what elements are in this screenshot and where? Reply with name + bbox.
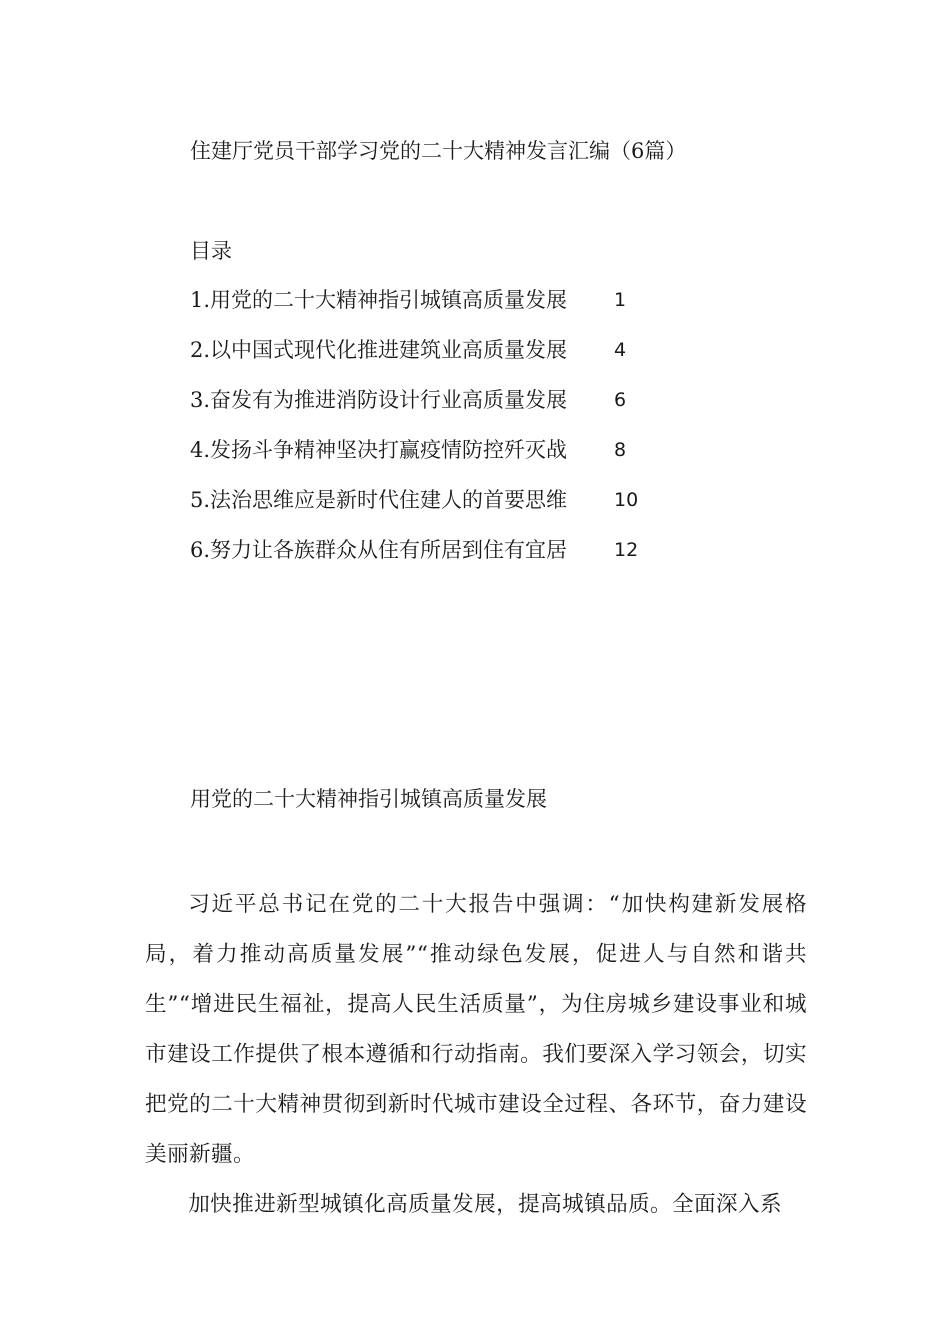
toc-entry-page: 4 xyxy=(614,339,627,361)
toc-entry-label: 3.奋发有为推进消防设计行业高质量发展 xyxy=(190,388,568,412)
toc-entry[interactable] xyxy=(190,383,670,433)
paragraph: 加快推进新型城镇化高质量发展，提高城镇品质。全面深入系 xyxy=(188,1192,783,1217)
toc-entry[interactable] xyxy=(190,433,670,483)
toc-entry[interactable] xyxy=(190,533,670,583)
toc-entry[interactable] xyxy=(190,333,670,383)
toc-entry-page: 12 xyxy=(614,539,639,561)
section-title: 用党的二十大精神指引城镇高质量发展 xyxy=(190,787,547,811)
toc-entry-label: 6.努力让各族群众从住有所居到住有宜居 xyxy=(190,538,568,562)
table-of-contents xyxy=(190,283,670,583)
toc-entry-label: 1.用党的二十大精神指引城镇高质量发展 xyxy=(190,288,568,312)
toc-entry[interactable] xyxy=(190,483,670,533)
toc-entry-label: 4.发扬斗争精神坚决打赢疫情防控歼灭战 xyxy=(190,438,568,462)
paragraph: 习近平总书记在党的二十大报告中强调：“加快构建新发展格局，着力推动高质量发展”“推动绿色发展，促进人与自然和谐共生”“增进民生福祉，提高人民生活质量”，为住房城乡建设事业和城市建设工作提供了根本遵循和行动指南。我们要深入学习领会，切实把党的二十大精神贯彻到新时代城市建设全过程、各环节，奋力建设美丽新疆。 xyxy=(145,892,807,1167)
body-text xyxy=(145,880,807,1230)
toc-entry-label: 2.以中国式现代化推进建筑业高质量发展 xyxy=(190,338,568,362)
toc-entry-page: 8 xyxy=(614,439,627,461)
toc-entry-page: 1 xyxy=(614,289,627,311)
toc-entry-label: 5.法治思维应是新时代住建人的首要思维 xyxy=(190,488,568,512)
toc-heading: 目录 xyxy=(190,239,232,263)
toc-entry-page: 10 xyxy=(614,489,639,511)
toc-entry[interactable] xyxy=(190,283,670,333)
document-title: 住建厅党员干部学习党的二十大精神发言汇编（6篇） xyxy=(190,139,687,163)
toc-entry-page: 6 xyxy=(614,389,627,411)
